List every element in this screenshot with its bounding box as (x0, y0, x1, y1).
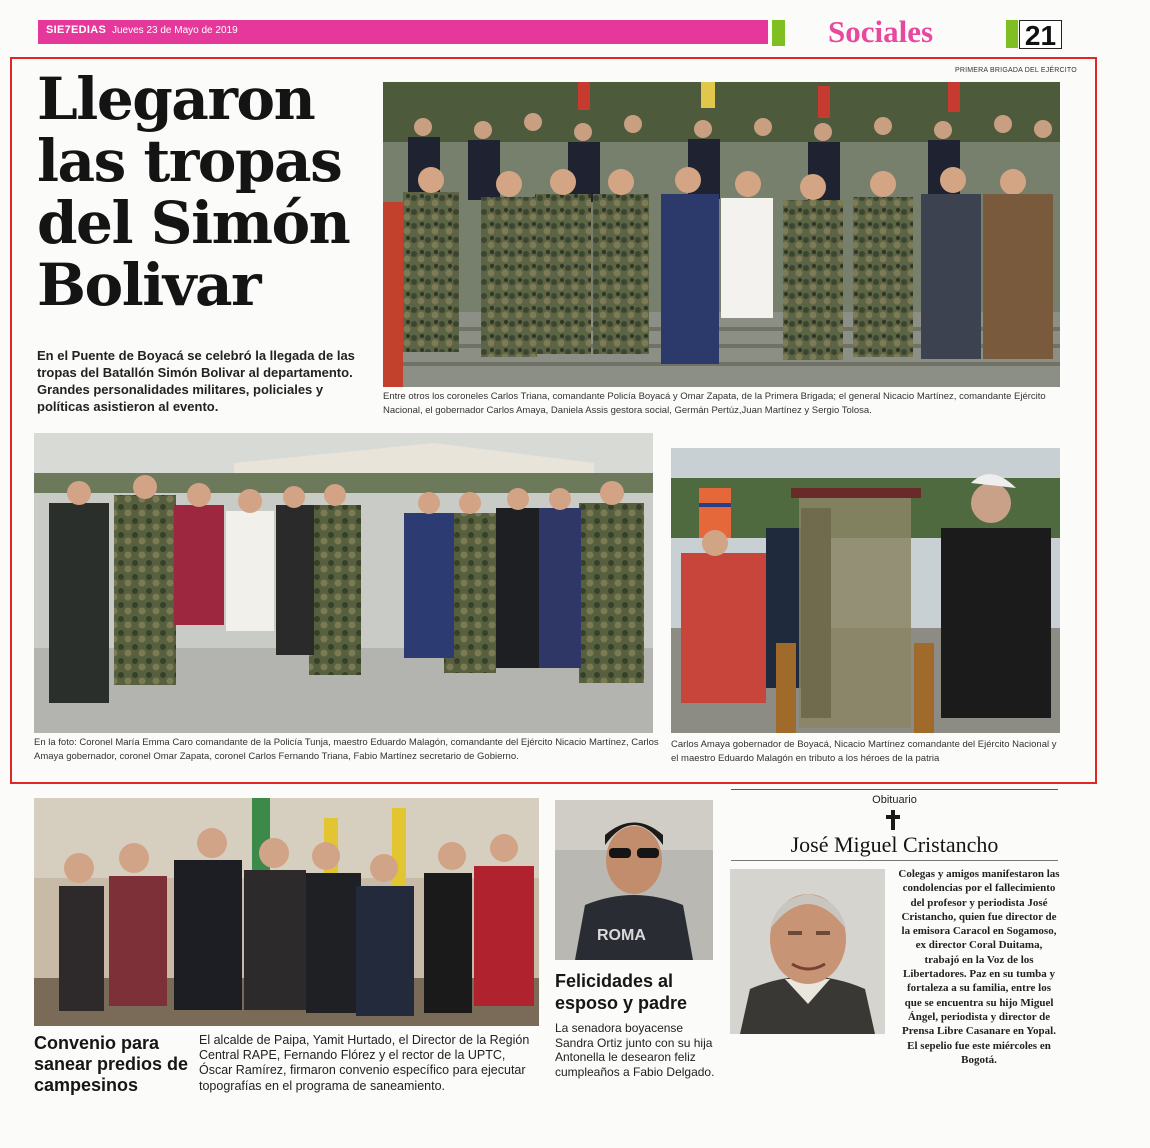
obituary-body: Colegas y amigos manifestaron las condolencias por el fallecimiento del profesor y periodista José Cristancho, quien fue director de la emisora Caracol en Sogamoso, ex director Coral Duitama, trabajó en la Voz de los Libertadores. Paz en su tumba y fortaleza a su familia, entre los que se encuentra su hijo Miguel Ángel, periodista y director de Prensa Libre Casanare en Yopal. El sepelio fue este miércoles en Bogotá. (898, 868, 1060, 1066)
headline-line: del Simón (37, 189, 350, 257)
obituary-name: José Miguel Cristancho (790, 832, 999, 857)
feature-lead: En el Puente de Boyacá se celebró la llegada de las tropas del Batallón Simón Bolivar al departamento. Grandes personalidades militares, policiales y políticas asistieron al evento. (37, 348, 355, 414)
obituary-rule (731, 789, 1058, 790)
header-accent-mark (772, 20, 785, 46)
page-number-accent (1006, 20, 1018, 48)
obituary-label: Obituario (872, 794, 917, 806)
group-photo-ceremony (34, 433, 653, 733)
story-title: Convenio para sanear predios de campesinos (34, 1033, 189, 1095)
story-body: El alcalde de Paipa, Yamit Hurtado, el Director de la Región Central RAPE, Fernando Flórez y el rector de la UPTC, Óscar Ramírez, firmaron convenio específico para ejecutar topografías en el programa de saneamiento. (199, 1033, 530, 1093)
obituary-portrait (730, 869, 885, 1034)
headline-line: Llegaron (37, 65, 315, 133)
obituary-rule (731, 860, 1058, 861)
portrait-photo (555, 800, 713, 960)
svg-text:ROMA: ROMA (597, 927, 646, 944)
cross-icon (885, 809, 901, 831)
photo-caption: En la foto: Coronel María Emma Caro comandante de la Policía Tunja, maestro Eduardo Malagón, comandante del Ejército Nicacio Martínez, Carlos Amaya gobernador, coronel Omar Zapata, coronel Carlos Fernando Triana, Fabio Martínez secretario de Gobierno. (34, 737, 659, 762)
page-number: 21 (1019, 20, 1062, 49)
feature-headline (37, 65, 372, 319)
group-photo-troops (383, 82, 1060, 387)
headline-line: las tropas (37, 127, 342, 195)
issue-date: Jueves 23 de Mayo de 2019 (112, 25, 238, 36)
convenio-group-photo (34, 798, 539, 1026)
section-title: Sociales (828, 14, 934, 49)
photo-caption: Carlos Amaya gobernador de Boyacá, Nicacio Martínez comandante del Ejército Nacional y el maestro Eduardo Malagón en tributo a los héroes de la patria (671, 739, 1057, 764)
story-title: Felicidades al esposo y padre (555, 971, 688, 1013)
headline-line: Bolivar (37, 251, 261, 319)
photo-credit: PRIMERA BRIGADA DEL EJÉRCITO (955, 67, 1077, 74)
tribute-photo (671, 448, 1060, 733)
photo-caption: Entre otros los coroneles Carlos Triana, comandante Policía Boyacá y Omar Zapata, de la Primera Brigada; el general Nicacio Martínez, comandante Ejército Nacional, el gobernador Carlos Amaya, Daniela Assis gestora social, Germán Pertúz,Juan Martínez y Sergio Tolosa. (383, 391, 1046, 416)
newspaper-brand: SIE7EDIAS (46, 24, 107, 36)
story-body: La senadora boyacense Sandra Ortiz junto con su hija Antonella le desearon feliz cumpleaños a Fabio Delgado. (555, 1021, 715, 1079)
